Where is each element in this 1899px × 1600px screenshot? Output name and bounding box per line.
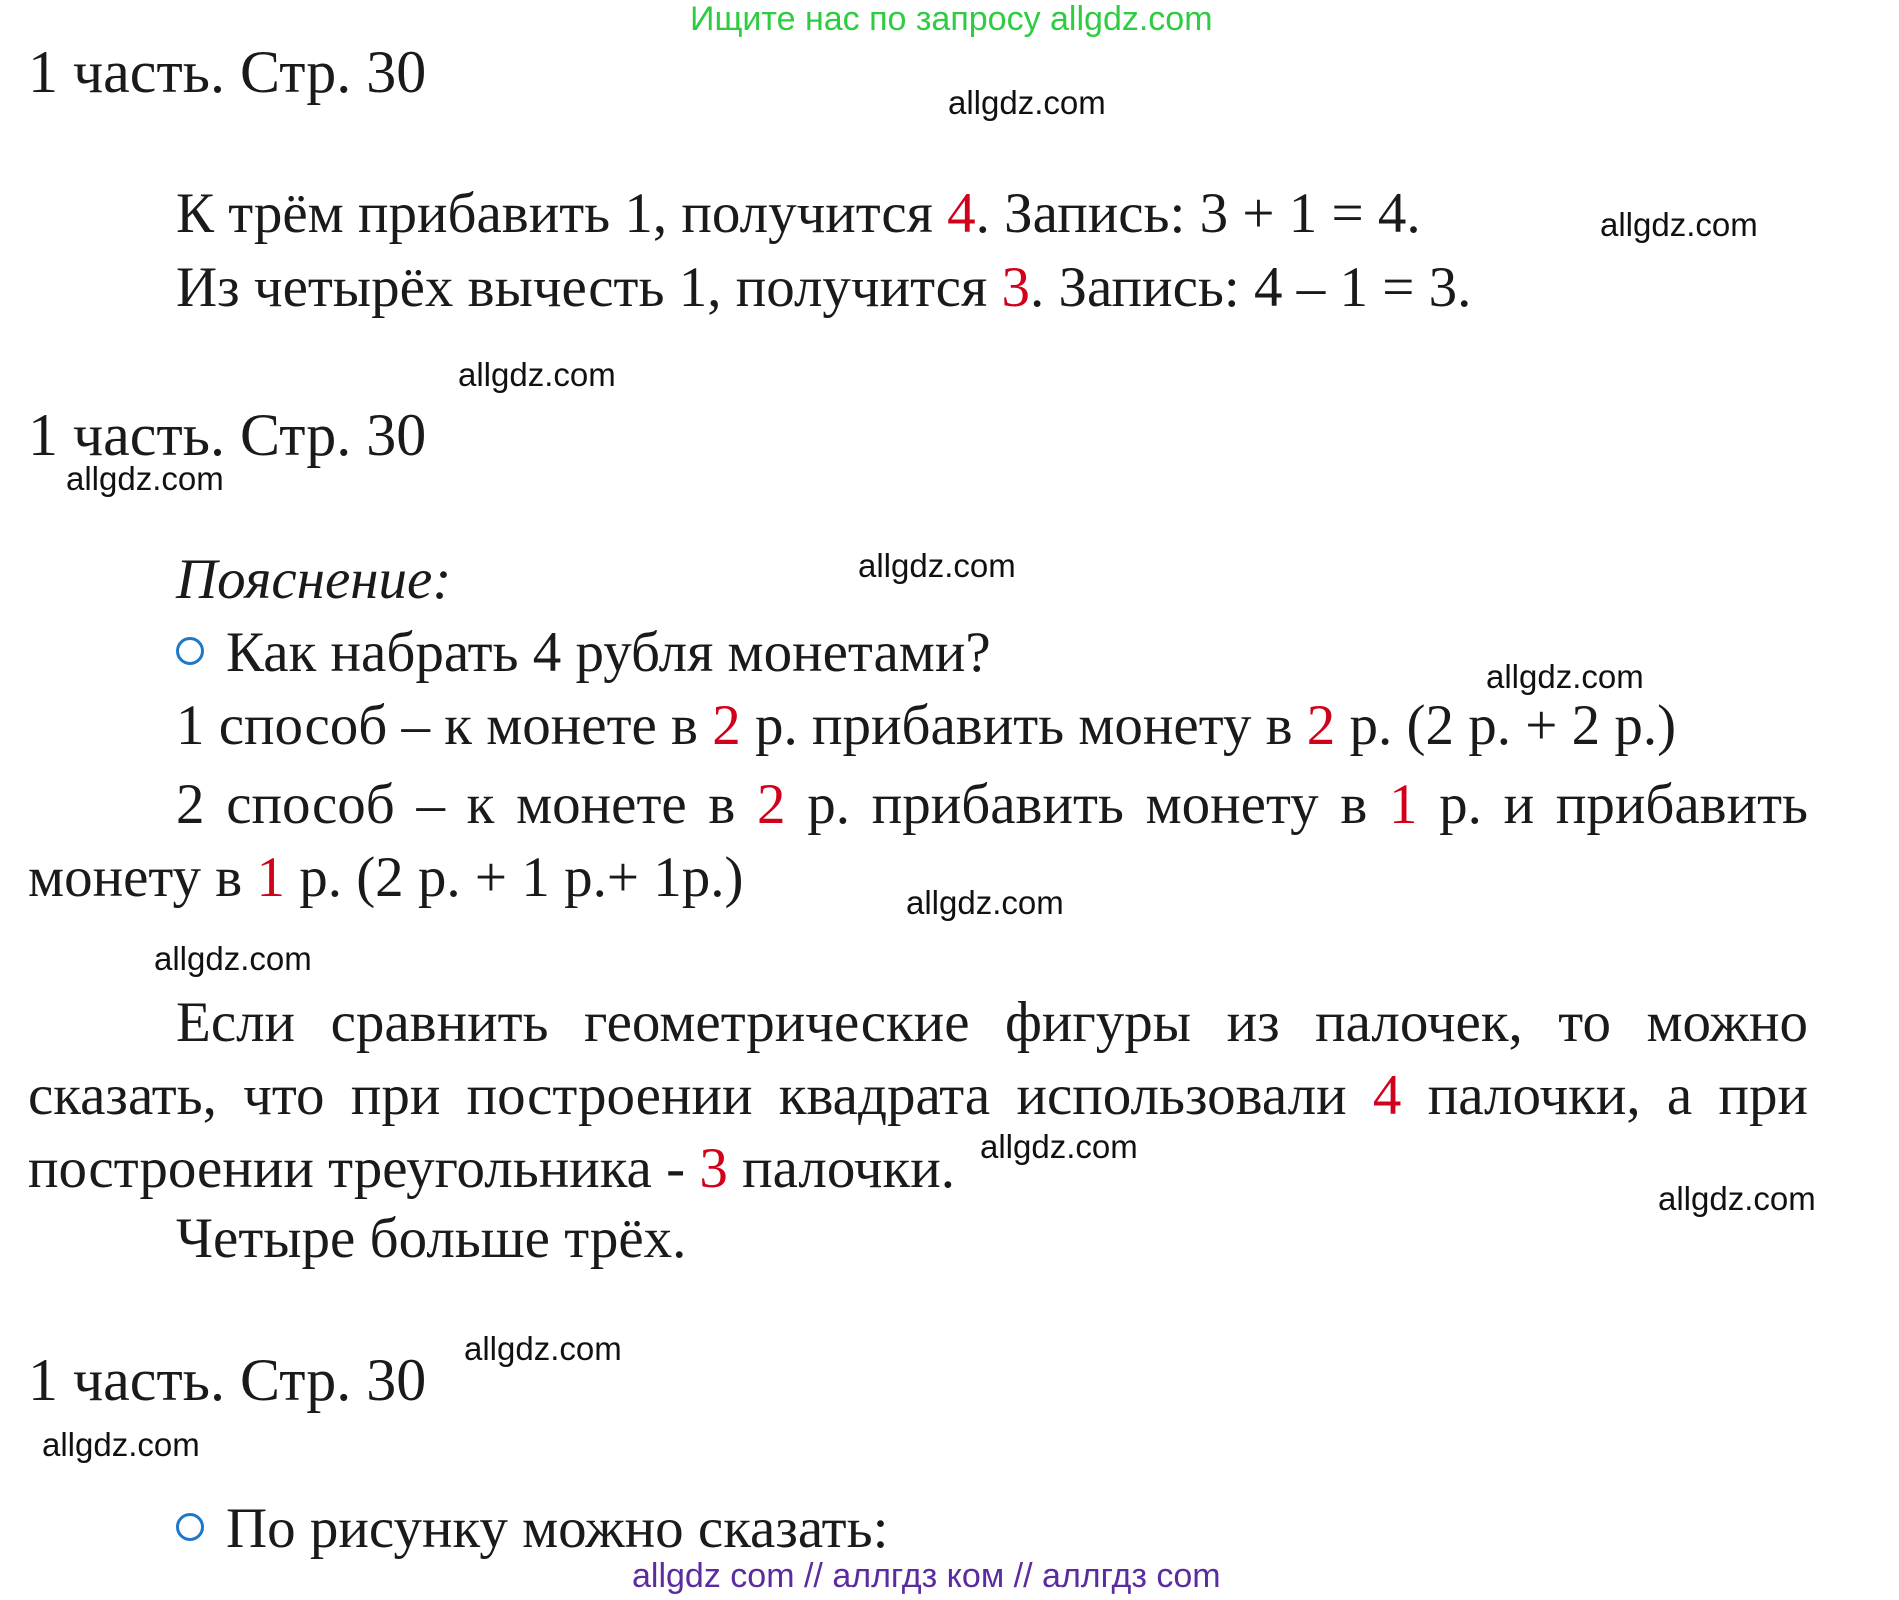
section3-heading: 1 часть. Стр. 30 <box>28 1347 427 1413</box>
watermark: allgdz.com <box>154 940 312 977</box>
way1-red-number: 2 <box>712 694 741 757</box>
question-text: Как набрать 4 рубля монетами? <box>226 621 991 684</box>
line1-text-a: К трём прибавить 1, получится <box>176 182 948 245</box>
section1-line2 <box>176 255 1471 320</box>
picture-item <box>176 1496 888 1561</box>
compare-paragraph <box>28 986 1808 1205</box>
compare-red-number: 4 <box>1372 1064 1402 1127</box>
section1-line1 <box>176 181 1421 246</box>
compare-text-b: палочки, а при построении треугольника - <box>28 1064 1808 1200</box>
compare-red-number: 3 <box>699 1137 728 1200</box>
watermark: allgdz.com <box>1486 658 1644 695</box>
way2-text-b: р. прибавить монету в <box>785 773 1389 836</box>
way1-text-a: 1 способ – к монете в <box>176 694 713 757</box>
watermark: allgdz.com <box>948 84 1106 121</box>
watermark: allgdz.com <box>906 884 1064 921</box>
way1-red-number: 2 <box>1306 694 1336 757</box>
conclusion-line: Четыре больше трёх. <box>176 1207 687 1270</box>
picture-item-text: По рисунку можно сказать: <box>226 1497 889 1560</box>
bottom-banner-part2: аллгдз ком <box>832 1557 1005 1595</box>
way2-red-number: 2 <box>757 773 786 836</box>
watermark: allgdz.com <box>458 356 616 393</box>
bottom-banner-part1: allgdz com <box>632 1557 795 1595</box>
bullet-circle-icon <box>176 1513 204 1541</box>
bottom-banner-sep: // <box>1013 1557 1033 1595</box>
way1-text-c: р. (2 р. + 2 р.) <box>1335 694 1677 757</box>
bottom-banner <box>632 1557 1221 1596</box>
watermark: allgdz.com <box>858 547 1016 584</box>
watermark: allgdz.com <box>1600 206 1758 243</box>
line2-text-a: Из четырёх вычесть 1, получится <box>176 256 1002 319</box>
way2-red-number: 1 <box>256 846 285 909</box>
top-banner: Ищите нас по запросу allgdz.com <box>690 0 1213 38</box>
bottom-banner-part3: аллгдз com <box>1042 1557 1221 1595</box>
way2-red-number: 1 <box>1388 773 1418 836</box>
watermark: allgdz.com <box>66 460 224 497</box>
section1-heading: 1 часть. Стр. 30 <box>28 39 427 105</box>
watermark: allgdz.com <box>1658 1180 1816 1217</box>
line2-red-number: 3 <box>1001 256 1030 319</box>
bottom-banner-sep: // <box>803 1557 823 1595</box>
watermark: allgdz.com <box>464 1330 622 1367</box>
line2-text-b: . Запись: 4 – 1 = 3. <box>1029 256 1472 319</box>
way1-text-b: р. прибавить монету в <box>740 694 1307 757</box>
question-item <box>176 620 991 685</box>
section2-heading: 1 часть. Стр. 30 <box>28 402 427 468</box>
line1-text-b: . Запись: 3 + 1 = 4. <box>975 182 1421 245</box>
way2-text-c: р. и прибавить монету в <box>28 773 1808 909</box>
compare-text-a: Если сравнить геометрические фигуры из палочек, то можно сказать, что при построении квадрата использовали <box>28 991 1808 1127</box>
line1-red-number: 4 <box>947 182 976 245</box>
compare-text-c: палочки. <box>727 1137 955 1200</box>
explanation-label: Пояснение: <box>176 548 452 611</box>
way1-line <box>176 693 1676 758</box>
way2-text-d: р. (2 р. + 1 р.+ 1р.) <box>284 846 744 909</box>
bullet-circle-icon <box>176 637 204 665</box>
watermark: allgdz.com <box>42 1426 200 1463</box>
way2-text-a: 2 способ – к монете в <box>176 773 758 836</box>
watermark: allgdz.com <box>980 1128 1138 1165</box>
